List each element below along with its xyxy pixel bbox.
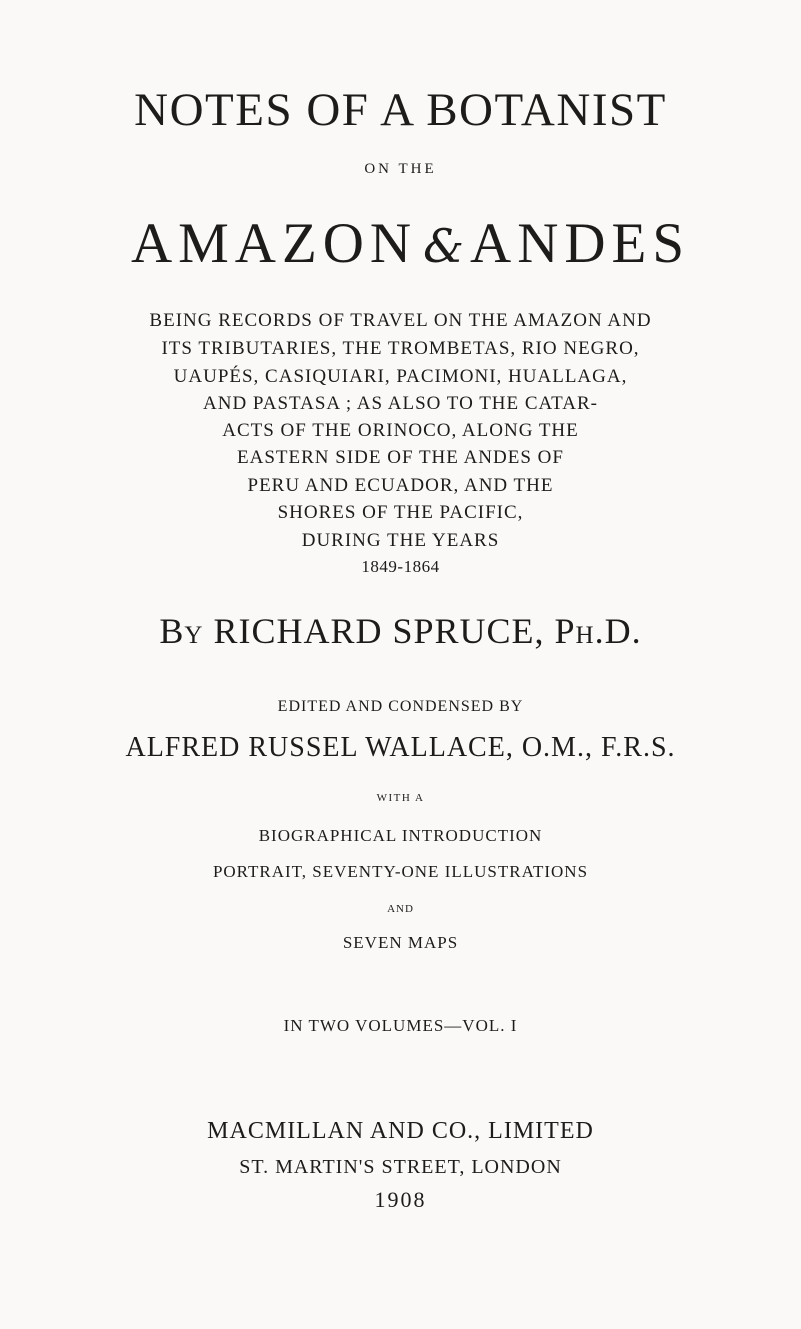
description-line: DURING THE YEARS <box>301 530 500 551</box>
edited-by-text: EDITED AND CONDENSED BY <box>277 698 524 715</box>
editor-name: ALFRED RUSSEL WALLACE, O.M., F.R.S. <box>125 732 676 763</box>
description-line: ITS TRIBUTARIES, THE TROMBETAS, RIO NEGRO, <box>161 338 640 359</box>
book-subtitle <box>10 212 801 275</box>
book-title: NOTES OF A BOTANIST <box>134 84 667 136</box>
subtitle-andes: ANDES <box>470 212 691 275</box>
description-line: BEING RECORDS OF TRAVEL ON THE AMAZON AND <box>149 310 652 331</box>
volumes-line: IN TWO VOLUMES—VOL. I <box>283 1016 518 1035</box>
with-a-text: WITH A <box>376 792 425 804</box>
description-line: EASTERN SIDE OF THE ANDES OF <box>237 447 564 468</box>
on-the-text: ON THE <box>364 161 437 177</box>
description-line: UAUPÉS, CASIQUIARI, PACIMONI, HUALLAGA, <box>173 366 628 387</box>
description-line: PERU AND ECUADOR, AND THE <box>247 475 554 496</box>
description-line: SHORES OF THE PACIFIC, <box>277 502 524 523</box>
maps-line: SEVEN MAPS <box>342 933 459 952</box>
publisher-address: ST. MARTIN'S STREET, LONDON <box>239 1156 562 1178</box>
and-text: AND <box>387 903 414 915</box>
publisher-name: MACMILLAN AND CO., LIMITED <box>207 1118 594 1144</box>
illustrations-line: PORTRAIT, SEVENTY-ONE ILLUSTRATIONS <box>212 862 589 881</box>
description-line: AND PASTASA ; AS ALSO TO THE CATAR- <box>203 393 598 414</box>
description-line: ACTS OF THE ORINOCO, ALONG THE <box>222 420 579 441</box>
publication-year: 1908 <box>374 1187 427 1212</box>
biographical-introduction: BIOGRAPHICAL INTRODUCTION <box>258 826 543 845</box>
subtitle-ampersand: & <box>423 219 465 273</box>
subtitle-amazon: AMAZON <box>130 212 418 275</box>
author-line: By RICHARD SPRUCE, Ph.D. <box>159 611 642 651</box>
travel-years: 1849-1864 <box>361 557 440 576</box>
